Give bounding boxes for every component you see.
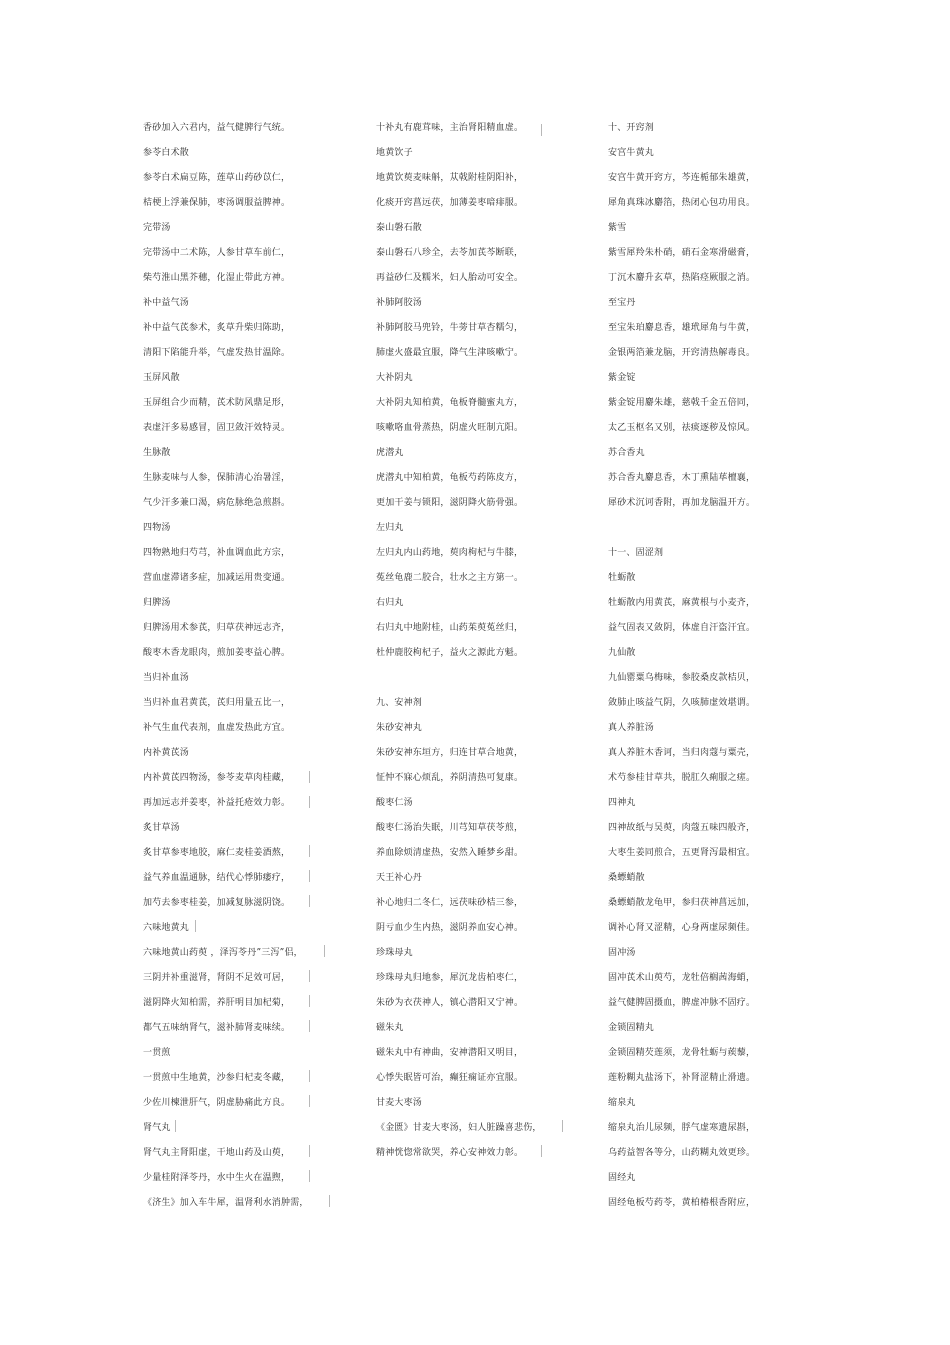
column-left xyxy=(143,118,348,1218)
text-line: 九仙散 xyxy=(608,648,636,658)
text-line: 固经丸 xyxy=(608,1173,636,1183)
margin-mark xyxy=(309,1145,310,1157)
text-line: 心悸失眠皆可治，癫狂痫证亦宜服。 xyxy=(376,1073,524,1083)
text-line: 四物熟地归芍芎，补血调血此方宗， xyxy=(143,548,291,558)
text-line: 十、开窍剂 xyxy=(608,123,655,133)
text-line: 少佐川楝泄肝气，阴虚胁痛此方良。 xyxy=(143,1098,291,1108)
text-line: 大枣生姜同煎合，五更肾泻最相宜。 xyxy=(608,848,756,858)
text-line xyxy=(608,518,813,543)
text-line: 香砂加入六君内，益气健脾行气统。 xyxy=(143,123,291,133)
text-line: 益气固表又敛阴，体虚自汗盗汗宜。 xyxy=(608,623,756,633)
margin-mark xyxy=(309,895,310,907)
text-line: 当归补血君黄芪，芪归用量五比一， xyxy=(143,698,291,708)
text-line: 磁朱丸中有神曲，安神潜阳又明目， xyxy=(376,1048,524,1058)
text-line: 玉屏组合少而精，芪术防风鼎足形， xyxy=(143,398,291,408)
text-line: 《济生》加入车牛犀，温肾利水消肿需， xyxy=(143,1198,309,1208)
text-line: 四神故纸与吴萸，肉蔻五味四般齐， xyxy=(608,823,756,833)
text-line: 补中益气汤 xyxy=(143,298,190,308)
text-line: 肾气丸主肾阳虚，干地山药及山萸， xyxy=(143,1148,291,1158)
text-line: 精神恍惚常欲哭，养心安神效力彰。 xyxy=(376,1148,524,1158)
text-line: 金锁固精丸 xyxy=(608,1023,655,1033)
text-line: 犀砂术沉诃香附，再加龙脑温开方。 xyxy=(608,498,756,508)
text-line: 九仙罂粟乌梅味，参胶桑皮款桔贝， xyxy=(608,673,756,683)
margin-mark xyxy=(541,124,542,136)
text-line: 紫金锭用麝朱雄，慈戟千金五倍同， xyxy=(608,398,756,408)
text-line: 朱砂为衣茯神人，镇心潜阳又宁神。 xyxy=(376,998,524,1008)
text-line: 虎潜丸中知柏黄，龟板芍药陈皮方， xyxy=(376,473,524,483)
text-line: 酸枣仁汤 xyxy=(376,798,413,808)
margin-mark xyxy=(175,1120,176,1132)
text-line: 都气五味纳肾气，滋补肺肾麦味续。 xyxy=(143,1023,291,1033)
text-line: 表虚汗多易感冒，固卫敛汗效特灵。 xyxy=(143,423,291,433)
text-line: 玉屏风散 xyxy=(143,373,180,383)
margin-mark xyxy=(309,995,310,1007)
text-line: 内补黄芪汤 xyxy=(143,748,190,758)
text-line: 安宫牛黄开窍方，芩连栀郁朱雄黄， xyxy=(608,173,756,183)
text-line: 金锁固精芡莲须，龙骨牡蛎与蒺藜， xyxy=(608,1048,756,1058)
text-line: 咳嗽咯血骨蒸热，阴虚火旺制亢阳。 xyxy=(376,423,524,433)
text-line: 生脉散 xyxy=(143,448,171,458)
text-line: 莲粉糊丸盐汤下，补肾涩精止滑遗。 xyxy=(608,1073,756,1083)
text-line: 固冲芪术山萸芍，龙牡倍榈茜海蛸， xyxy=(608,973,756,983)
text-line: 术芍参桂甘草共，脱肛久痢服之瘥。 xyxy=(608,773,756,783)
text-line: 地黄饮萸麦味斛，苁戟附桂阴阳补， xyxy=(376,173,524,183)
text-line: 至宝朱珀麝息香，雄玳犀角与牛黄， xyxy=(608,323,756,333)
text-line: 缩泉丸 xyxy=(608,1098,636,1108)
margin-mark xyxy=(195,920,196,932)
text-line: 珍珠母丸 xyxy=(376,948,413,958)
text-line: 安宫牛黄丸 xyxy=(608,148,655,158)
text-line: 当归补血汤 xyxy=(143,673,190,683)
text-line: 十一、固涩剂 xyxy=(608,548,664,558)
text-line: 金银两箔兼龙脑，开窍清热解毒良。 xyxy=(608,348,756,358)
text-line: 泰山磐石散 xyxy=(376,223,423,233)
text-line: 地黄饮子 xyxy=(376,148,413,158)
margin-mark xyxy=(309,1070,310,1082)
text-line: 太乙玉枢名又别，祛痰逐秽及惊风。 xyxy=(608,423,756,433)
text-line: 缩泉丸治儿尿频，脬气虚寒遗尿斟， xyxy=(608,1123,756,1133)
text-line: 真人养脏汤 xyxy=(608,723,655,733)
text-line: 大补阴丸知柏黄，龟板脊髓蜜丸方， xyxy=(376,398,524,408)
text-line: 补气生血代表剂，血虚发热此方宜。 xyxy=(143,723,291,733)
text-line: 四神丸 xyxy=(608,798,636,808)
text-line: 紫金锭 xyxy=(608,373,636,383)
text-line: 炙甘草参枣地胶，麻仁麦桂姜酒熬， xyxy=(143,848,291,858)
text-line: 六味地黄山药萸 ，泽泻苓丹”三泻”侣， xyxy=(143,948,303,958)
text-line: 桔梗上浮兼保肺，枣汤调服益脾神。 xyxy=(143,198,291,208)
text-line: 完带汤中二术陈，人参甘草车前仁， xyxy=(143,248,291,258)
text-line: 补心地归二冬仁，远茯味砂桔三参， xyxy=(376,898,524,908)
text-line: 苏合香丸 xyxy=(608,448,645,458)
text-line: 右归丸 xyxy=(376,598,404,608)
text-line: 紫雪 xyxy=(608,223,627,233)
text-line: 内补黄芪四物汤，参苓麦草肉桂藏， xyxy=(143,773,291,783)
text-line: 牡蛎散 xyxy=(608,573,636,583)
text-line: 肺虚火盛最宜服，降气生津咳嗽宁。 xyxy=(376,348,524,358)
margin-mark xyxy=(541,1145,542,1157)
text-line: 甘麦大枣汤 xyxy=(376,1098,423,1108)
text-line: 敛肺止咳益气阴，久咳肺虚效堪谓。 xyxy=(608,698,756,708)
text-line: 朱砂安神东垣方，归连甘草合地黄， xyxy=(376,748,524,758)
text-line: 补中益气芪参术，炙草升柴归陈助， xyxy=(143,323,291,333)
text-line: 牡蛎散内用黄芪，麻黄根与小麦齐， xyxy=(608,598,756,608)
text-line: 真人养脏木香诃，当归肉蔻与粟壳， xyxy=(608,748,756,758)
margin-mark xyxy=(309,771,310,783)
text-line: 加芍去参枣桂姜，加减复脉滋阴饶。 xyxy=(143,898,291,908)
margin-mark xyxy=(309,1170,310,1182)
text-line: 参苓白术扁豆陈，莲草山药砂苡仁， xyxy=(143,173,291,183)
text-line: 右归丸中地附桂，山药茱萸菟丝归， xyxy=(376,623,524,633)
margin-mark xyxy=(309,1095,310,1107)
text-line: 天王补心丹 xyxy=(376,873,423,883)
text-line: 乌药益智各等分，山药糊丸效更珍。 xyxy=(608,1148,756,1158)
text-line: 左归丸 xyxy=(376,523,404,533)
text-line: 桑螵蛸散 xyxy=(608,873,645,883)
text-line: 少量桂附泽苓丹，水中生火在温煦， xyxy=(143,1173,291,1183)
text-line: 酸枣木香龙眼肉，煎加姜枣益心脾。 xyxy=(143,648,291,658)
text-line: 阴亏血少生内热，滋阴养血安心神。 xyxy=(376,923,524,933)
text-line: 参苓白术散 xyxy=(143,148,190,158)
text-line: 归脾汤 xyxy=(143,598,171,608)
text-line: 犀角真珠冰麝箔，热闭心包功用良。 xyxy=(608,198,756,208)
text-line: 桑螵蛸散龙龟甲，参归茯神菖远加， xyxy=(608,898,756,908)
column-middle xyxy=(376,118,581,1168)
text-line: 炙甘草汤 xyxy=(143,823,180,833)
margin-mark xyxy=(309,796,310,808)
text-line: 化痰开窍菖远茯，加薄姜枣喑痱服。 xyxy=(376,198,524,208)
text-line: 益气健脾固摄血，脾虚冲脉不固疗。 xyxy=(608,998,756,1008)
text-line: 朱砂安神丸 xyxy=(376,723,423,733)
text-line: 完带汤 xyxy=(143,223,171,233)
text-line: 营血虚滞诸多症，加减运用贵变通。 xyxy=(143,573,291,583)
text-line: 杜仲鹿胶枸杞子，益火之源此方魁。 xyxy=(376,648,524,658)
margin-mark xyxy=(309,870,310,882)
text-line: 再加远志并姜枣，补益托疮效力彰。 xyxy=(143,798,291,808)
text-line: 苏合香丸麝息香，木丁熏陆荜檀襄， xyxy=(608,473,756,483)
text-line: 再益砂仁及糯米，妇人胎动可安全。 xyxy=(376,273,524,283)
text-line: 《金匮》甘麦大枣汤，妇人脏躁喜悲伤， xyxy=(376,1123,542,1133)
text-line: 十补丸有鹿茸味，主治肾阳精血虚。 xyxy=(376,123,524,133)
text-line: 更加干姜与锁阳，滋阴降火筋骨强。 xyxy=(376,498,524,508)
text-line: 六味地黄丸 xyxy=(143,923,190,933)
text-line: 补肺阿胶汤 xyxy=(376,298,423,308)
text-line: 清阳下陷能升举，气虚发热甘温除。 xyxy=(143,348,291,358)
text-line: 怔忡不寐心烦乱，养阴清热可复康。 xyxy=(376,773,524,783)
margin-mark xyxy=(309,1020,310,1032)
text-line: 柴芍淮山黑芥穗，化湿止带此方神。 xyxy=(143,273,291,283)
text-line: 固冲汤 xyxy=(608,948,636,958)
text-line: 虎潜丸 xyxy=(376,448,404,458)
margin-mark xyxy=(329,1195,330,1207)
text-line: 丁沉木麝升玄草，热陷痉厥服之消。 xyxy=(608,273,756,283)
text-line: 左归丸内山药地，萸肉枸杞与牛膝， xyxy=(376,548,524,558)
text-line: 滋阴降火知柏需，养肝明目加杞菊， xyxy=(143,998,291,1008)
text-line: 一贯煎 xyxy=(143,1048,171,1058)
text-line: 调补心肾又涩精，心身两虚尿频佳。 xyxy=(608,923,756,933)
text-line: 补肺阿胶马兜铃，牛蒡甘草杏糯匀， xyxy=(376,323,524,333)
margin-mark xyxy=(309,970,310,982)
text-line: 归脾汤用术参芪，归草茯神远志齐， xyxy=(143,623,291,633)
text-line: 酸枣仁汤治失眠，川芎知草茯苓煎， xyxy=(376,823,524,833)
text-line: 气少汗多兼口渴，病危脉绝急煎斟。 xyxy=(143,498,291,508)
column-right xyxy=(608,118,813,1218)
text-line: 四物汤 xyxy=(143,523,171,533)
text-line: 肾气丸 xyxy=(143,1123,171,1133)
text-line: 九、安神剂 xyxy=(376,698,423,708)
text-line: 大补阴丸 xyxy=(376,373,413,383)
text-line: 养血除烦清虚热，安然入睡梦乡甜。 xyxy=(376,848,524,858)
margin-mark xyxy=(562,1120,563,1132)
text-line: 磁朱丸 xyxy=(376,1023,404,1033)
text-line xyxy=(376,668,581,693)
margin-mark xyxy=(309,845,310,857)
text-line: 益气养血温通脉，结代心悸肺痿疗， xyxy=(143,873,291,883)
text-line: 菟丝龟鹿二胶合，壮水之主方第一。 xyxy=(376,573,524,583)
text-line: 至宝丹 xyxy=(608,298,636,308)
text-line: 三阴并补重滋肾，肾阴不足效可居， xyxy=(143,973,291,983)
margin-mark xyxy=(324,945,325,957)
text-line: 泰山磐石八珍全，去苓加芪芩断联， xyxy=(376,248,524,258)
text-line: 生脉麦味与人参，保肺清心治暑淫， xyxy=(143,473,291,483)
text-line: 一贯煎中生地黄，沙参归杞麦冬藏， xyxy=(143,1073,291,1083)
text-line: 珍珠母丸归地参，犀沉龙齿柏枣仁， xyxy=(376,973,524,983)
text-line: 紫雪犀羚朱朴硝，硝石金寒滑磁膏， xyxy=(608,248,756,258)
text-line: 固经龟板芍药苓，黄柏椿根香附应， xyxy=(608,1198,756,1208)
